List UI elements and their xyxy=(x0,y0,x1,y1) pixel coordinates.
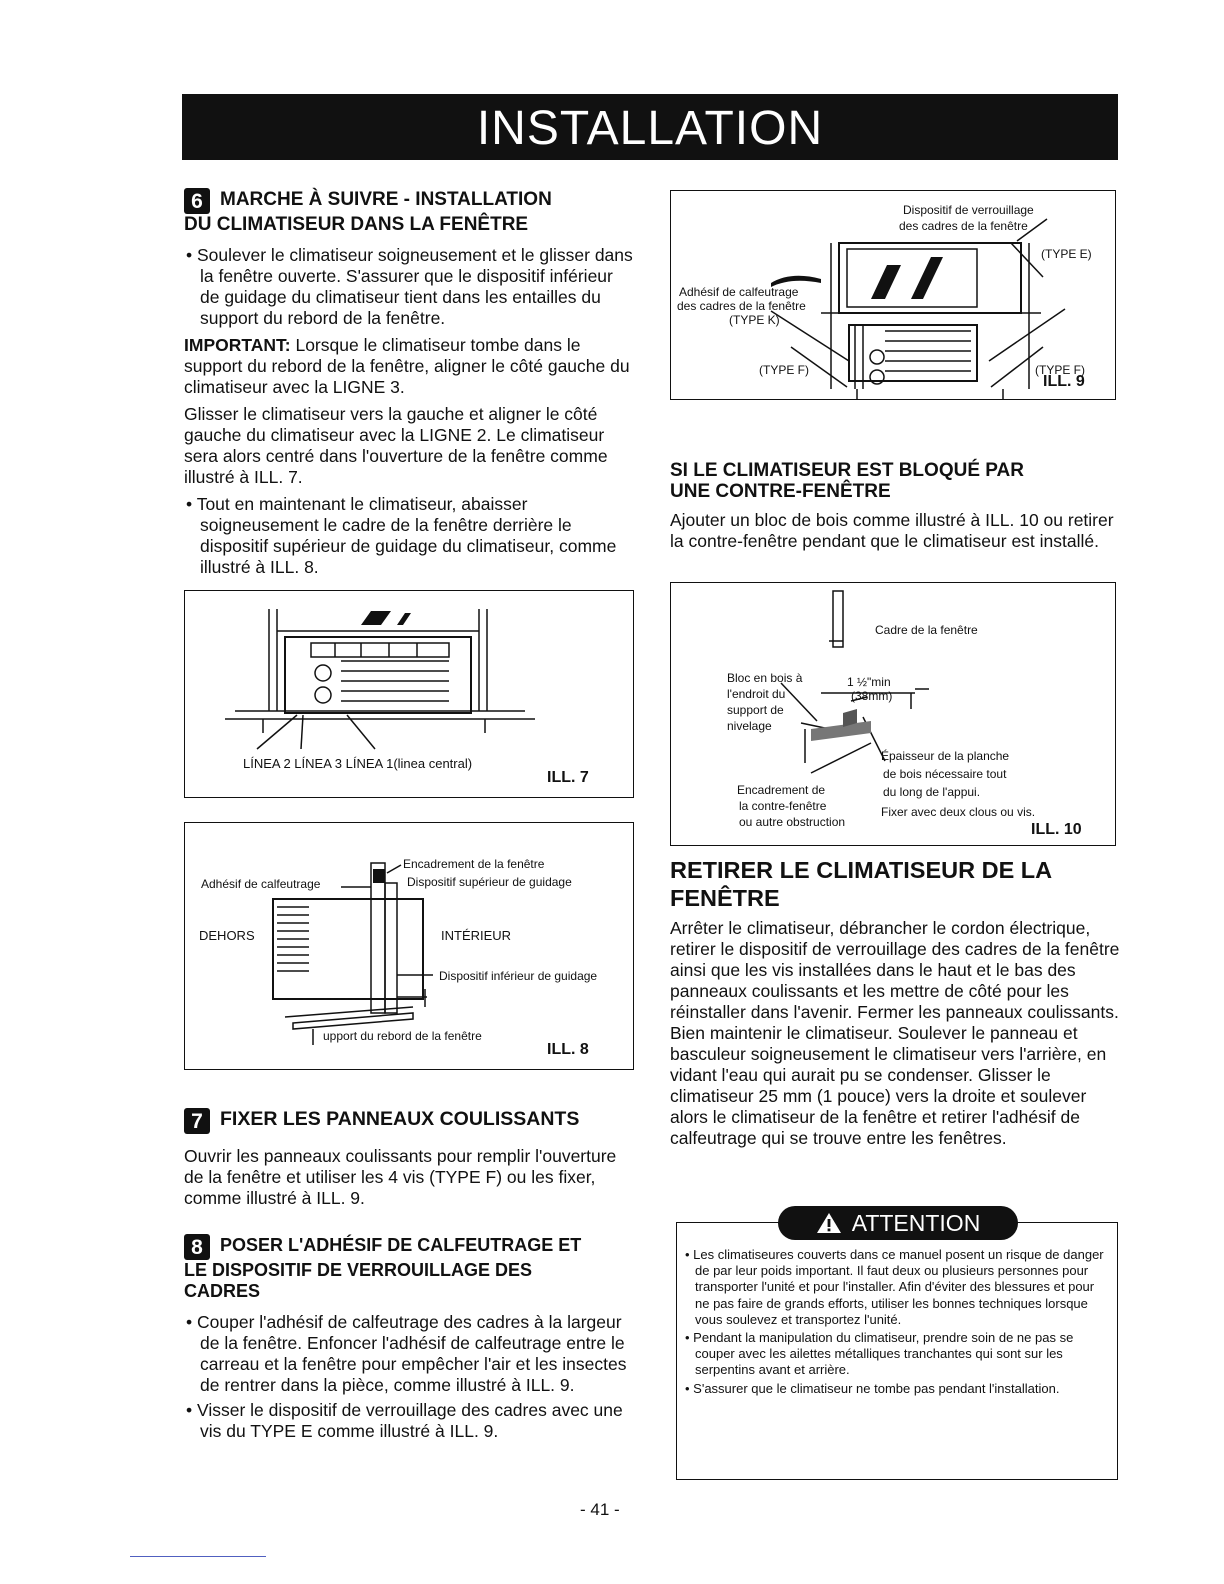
section-6-bullet-2: • Tout en maintenant le climatiseur, abaisser soigneusement le cadre de la fenêtre derrière le dispositif supérieur de guidage du climatiseur, comme illustré à ILL. 8. xyxy=(184,494,634,578)
remove-text: Arrêter le climatiseur, débrancher le cordon électrique, retirer le dispositif de verrouillage des cadres de la fenêtre ainsi que les vis installées dans le haut et le bas des panneaux coulissants et les mettre de côté pour les réinstaller dans l'avenir. Fermer les panneaux coulissants. Bien maintenir le climatiseur. Soulever le panneau et basculeur soigneusement le climatiseur vers l'arrière, en vidant l'eau qui aurait pu se condenser. Glisser le climatiseur 25 mm (1 pouce) vers la droite et soulever alors le climatiseur de la fenêtre et retirer l'adhésif de calfeutrage qui se trouve entre les fenêtres. xyxy=(670,918,1120,1148)
section-remove xyxy=(670,856,1122,1149)
section-6-heading: 6 MARCHE À SUIVRE - INSTALLATION DU CLIMATISEUR DANS LA FENÊTRE xyxy=(184,189,552,235)
attention-header: ATTENTION xyxy=(778,1206,1018,1240)
section-8-bullet-1: • Couper l'adhésif de calfeutrage des cadres à la largeur de la fenêtre. Enfoncer l'adhésif de calfeutrage entre le carreau et la fenêtre pour empêcher l'air et les insectes de rentrer dans la pièce, comme illustré à ILL. 9. xyxy=(184,1312,638,1396)
ill8-label-sill-support: upport du rebord de la fenêtre xyxy=(323,1029,482,1043)
ill9-label-lock-2: des cadres de la fenêtre xyxy=(899,219,1028,233)
ill10-label-thickness-3: du long de l'appui. xyxy=(883,785,981,799)
ill10-label-block-3: support de xyxy=(727,703,784,717)
ill10-label-storm-3: ou autre obstruction xyxy=(739,815,846,829)
attention-box xyxy=(676,1222,1118,1480)
ill9-label-adhesive-1: Adhésif de calfeutrage xyxy=(679,285,799,299)
line-labels: LÍNEA 2 LÍNEA 3 LÍNEA 1(linea central) xyxy=(243,756,473,771)
important-note: IMPORTANT: Lorsque le climatiseur tombe dans le support du rebord de la fenêtre, aligner le côté gauche du climatiseur avec la LIGNE 3. xyxy=(184,335,630,397)
step-number: 6 xyxy=(184,188,210,214)
page-number: - 41 - xyxy=(580,1500,620,1519)
step-number: 7 xyxy=(184,1108,210,1134)
ill10-label-storm-1: Encadrement de xyxy=(737,783,826,797)
ill10-label-storm-2: la contre-fenêtre xyxy=(739,799,827,813)
ill10-tag: ILL. 10 xyxy=(1031,821,1082,838)
page-banner: INSTALLATION xyxy=(182,94,1118,160)
ill9-label-adhesive-2: des cadres de la fenêtre xyxy=(677,299,806,313)
section-6 xyxy=(184,188,634,578)
ill10-label-thickness-4: Fixer avec deux clous ou vis. xyxy=(881,805,1036,819)
section-8-heading: 8 POSER L'ADHÉSIF DE CALFEUTRAGE ET LE DISPOSITIF DE VERROUILLAGE DES CADRES xyxy=(184,1235,582,1301)
section-8-bullet-2: • Visser le dispositif de verrouillage des cadres avec une vis du TYPE E comme illustré à ILL. 9. xyxy=(184,1400,638,1442)
section-7-text: Ouvrir les panneaux coulissants pour remplir l'ouverture de la fenêtre et utiliser les 4 vis (TYPE F) ou les fixer, comme illustré à ILL. 9. xyxy=(184,1146,617,1208)
ill10-label-thickness-2: de bois nécessaire tout xyxy=(883,767,1007,781)
ill9-label-type-f-left: (TYPE F) xyxy=(759,363,809,377)
blocked-text: Ajouter un bloc de bois comme illustré à ILL. 10 ou retirer la contre-fenêtre pendant que le climatiseur est installé. xyxy=(670,510,1114,551)
ill10-label-block-2: l'endroit du xyxy=(727,687,786,701)
section-6-bullet-1: • Soulever le climatiseur soigneusement et le glisser dans la fenêtre ouverte. S'assurer que le dispositif inférieur de guidage du climatiseur tient dans les entailles du support du rebord de la fenêtre. xyxy=(184,245,634,329)
illustration-9 xyxy=(670,190,1116,400)
illustration-10 xyxy=(670,582,1116,846)
section-7 xyxy=(184,1108,634,1209)
ill10-label-block-4: nivelage xyxy=(727,719,772,733)
ill10-label-min: 1 ½"min xyxy=(847,675,891,689)
ill9-label-lock-1: Dispositif de verrouillage xyxy=(903,203,1034,217)
ill8-label-top-guide: Dispositif supérieur de guidage xyxy=(407,875,572,889)
ill9-label-type-k: (TYPE K) xyxy=(729,313,780,327)
ill9-label-type-f-right: (TYPE F) xyxy=(1035,363,1085,377)
section-blocked xyxy=(670,460,1114,552)
ill8-tag: ILL. 8 xyxy=(547,1041,589,1058)
ill10-label-mm: (38mm) xyxy=(851,689,893,703)
ill8-label-frame: Encadrement de la fenêtre xyxy=(403,857,545,871)
ill8-label-adhesive: Adhésif de calfeutrage xyxy=(201,877,321,891)
ill8-label-bottom-guide: Dispositif inférieur de guidage xyxy=(439,969,598,983)
section-7-heading: 7 FIXER LES PANNEAUX COULISSANTS xyxy=(184,1108,634,1134)
ill8-label-inside: INTÉRIEUR xyxy=(441,928,512,943)
ill10-label-thickness-1: Épaisseur de la planche xyxy=(881,749,1010,763)
warning-triangle-icon xyxy=(816,1212,842,1234)
illustration-8 xyxy=(184,822,634,1070)
section-8 xyxy=(184,1234,638,1442)
illustration-7 xyxy=(184,590,634,798)
ill9-tag: ILL. 9 xyxy=(1043,373,1085,390)
attention-item: • Pendant la manipulation du climatiseur, prendre soin de ne pas se couper avec les ailettes métalliques tranchantes qui sont sur les serpentins avant et arrière. xyxy=(683,1330,1109,1379)
step-number: 8 xyxy=(184,1234,210,1260)
blocked-heading: SI LE CLIMATISEUR EST BLOQUÉ PAR UNE CONTRE-FENÊTRE xyxy=(670,460,1024,502)
remove-heading: RETIRER LE CLIMATISEUR DE LA FENÊTRE xyxy=(670,857,1053,911)
section-6-paragraph: Glisser le climatiseur vers la gauche et aligner le côté gauche du climatiseur avec la LIGNE 2. Le climatiseur sera alors centré dans l'ouverture de la fenêtre comme illustré à ILL. 7. xyxy=(184,404,608,487)
ill7-tag: ILL. 7 xyxy=(547,769,589,786)
ill10-label-frame: Cadre de la fenêtre xyxy=(875,623,978,637)
ill8-label-outside: DEHORS xyxy=(199,928,255,943)
footer-rule xyxy=(130,1556,266,1557)
attention-item: • S'assurer que le climatiseur ne tombe pas pendant l'installation. xyxy=(683,1381,1109,1397)
ill10-label-block-1: Bloc en bois à xyxy=(727,671,803,685)
ill9-label-type-e: (TYPE E) xyxy=(1041,247,1092,261)
attention-item: • Les climatiseures couverts dans ce manuel posent un risque de danger de par leur poids important. Il faut deux ou plusieurs personnes pour transporter l'unité et pour l'installer. Afin d'éviter des blessures et pour ne pas faire de grands efforts, utiliser les bonnes techniques lorsque vous soulevez et transportez l'unité. xyxy=(683,1247,1109,1328)
